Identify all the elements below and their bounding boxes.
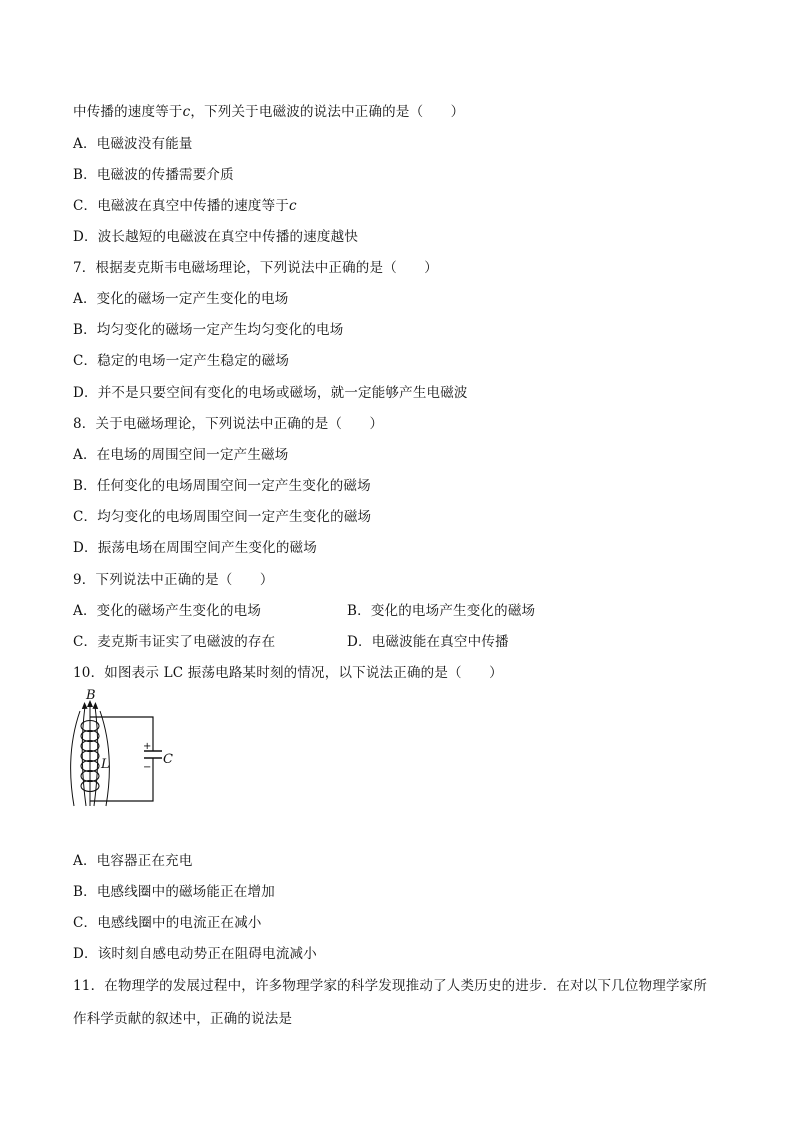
- q9-options-row-1: [73, 602, 536, 620]
- q6-stem-var-c: c: [182, 104, 191, 120]
- q10-stem: 10．如图表示 LC 振荡电路某时刻的情况，以下说法正确的是（ ）: [73, 665, 503, 681]
- q10-option-b: B．电感线圈中的磁场能正在增加: [73, 884, 275, 900]
- q8-option-a: A．在电场的周围空间一定产生磁场: [73, 447, 289, 463]
- magnetic-field-lines: [71, 704, 110, 806]
- q7-option-c: C．稳定的电场一定产生稳定的磁场: [73, 353, 290, 369]
- q11-stem-line-2: 作科学贡献的叙述中，正确的说法是: [73, 1011, 293, 1027]
- q6-option-b: B．电磁波的传播需要介质: [73, 167, 234, 183]
- q7-option-d: D．并不是只要空间有变化的电场或磁场，就一定能够产生电磁波: [73, 385, 468, 401]
- lc-circuit-svg: [62, 686, 182, 811]
- capacitor-minus-sign: −: [143, 762, 152, 773]
- q6-option-d: D．波长越短的电磁波在真空中传播的速度越快: [73, 229, 359, 245]
- q6-option-c-var: c: [289, 198, 297, 214]
- lc-circuit-diagram: [62, 686, 182, 811]
- q9-option-b: B．变化的电场产生变化的磁场: [347, 603, 536, 619]
- label-b: B: [86, 688, 96, 703]
- q9-option-a: A．变化的磁场产生变化的电场: [73, 603, 262, 619]
- q7-option-b: B．均匀变化的磁场一定产生均匀变化的电场: [73, 322, 344, 338]
- q8-option-c: C．均匀变化的电场周围空间一定产生变化的磁场: [73, 509, 372, 525]
- q7-stem: 7．根据麦克斯韦电磁场理论，下列说法中正确的是（ ）: [73, 260, 438, 276]
- q10-option-c: C．电感线圈中的电流正在减小: [73, 915, 262, 931]
- q11-stem-line-1: 11．在物理学的发展过程中，许多物理学家的科学发现推动了人类历史的进步．在对以下几位物理学家所: [73, 978, 708, 994]
- label-c: C: [163, 752, 173, 767]
- q7-option-a: A．变化的磁场一定产生变化的电场: [73, 291, 289, 307]
- capacitor-plus-sign: +: [143, 741, 152, 752]
- q8-option-d: D．振荡电场在周围空间产生变化的磁场: [73, 540, 317, 556]
- q9-option-c: C．麦克斯韦证实了电磁波的存在: [73, 634, 276, 650]
- label-l: L: [101, 757, 110, 772]
- q8-option-b: B．任何变化的电场周围空间一定产生变化的磁场: [73, 478, 371, 494]
- q9-options-row-2: [73, 633, 509, 651]
- circuit-wire: [90, 717, 153, 801]
- q6-option-c: C．电磁波在真空中传播的速度等于c: [73, 198, 297, 214]
- q10-option-a: A．电容器正在充电: [73, 853, 193, 869]
- q6-option-a: A．电磁波没有能量: [73, 136, 193, 152]
- q8-stem: 8．关于电磁场理论，下列说法中正确的是（ ）: [73, 416, 384, 432]
- q6-stem: 中传播的速度等于c，下列关于电磁波的说法中正确的是（ ）: [73, 104, 465, 120]
- q10-option-d: D．该时刻自感电动势正在阻碍电流减小: [73, 946, 317, 962]
- q9-option-d: D．电磁波能在真空中传播: [347, 634, 509, 650]
- q9-stem: 9．下列说法中正确的是（ ）: [73, 572, 274, 588]
